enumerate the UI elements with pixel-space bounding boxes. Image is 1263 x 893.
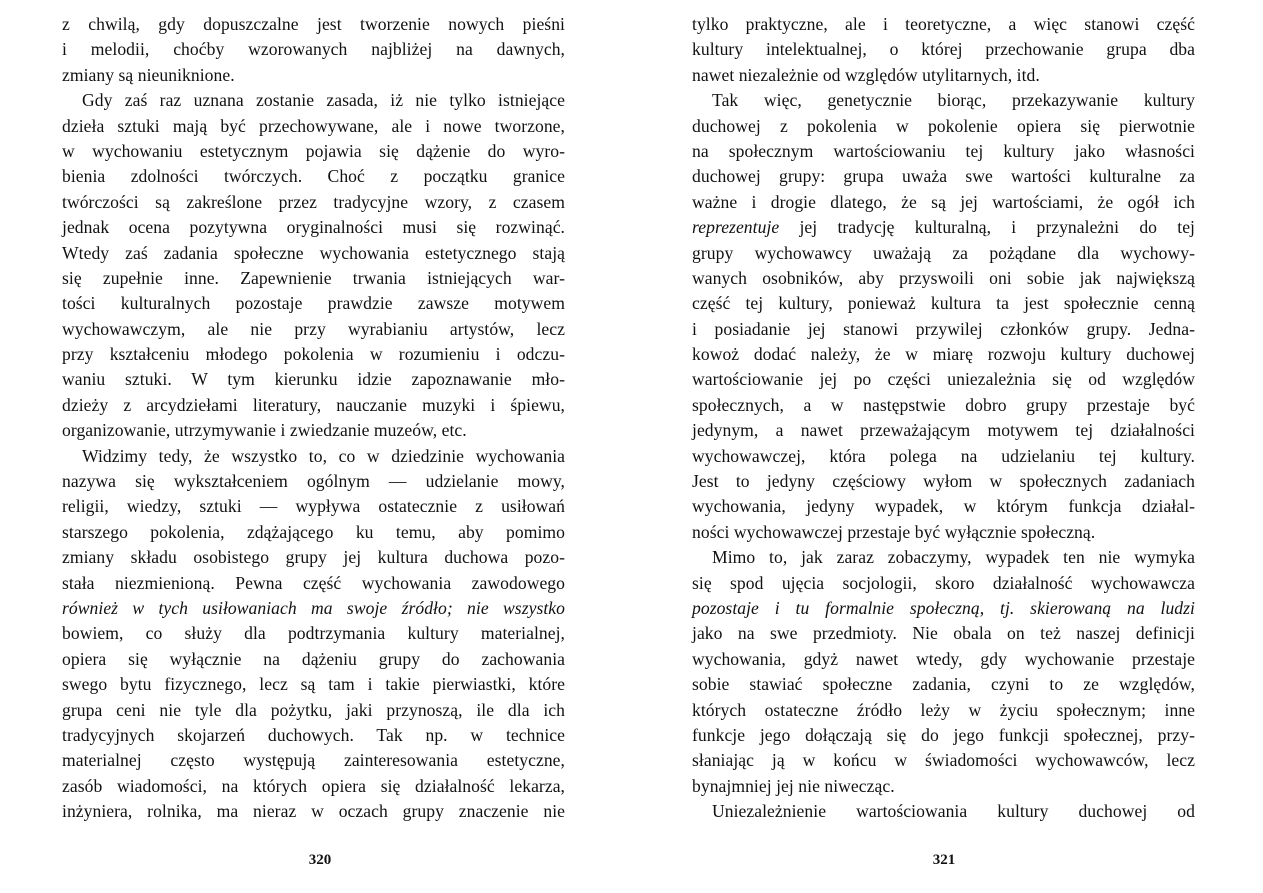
text-line: tości kulturalnych pozostaje prawdzie zawsze motywem bbox=[62, 293, 565, 314]
italic-text: reprezentuje bbox=[692, 217, 780, 238]
text-line: nazywa się wykształceniem ogólnym — udzielanie mowy, bbox=[62, 471, 565, 492]
text-line: starszego pokolenia, zdążającego ku temu, aby pomimo bbox=[62, 521, 565, 542]
text-line: których ostateczne źródło leży w życiu społecznym; inne bbox=[692, 699, 1195, 720]
text-line: dzieży z arcydziełami literatury, nauczanie muzyki i śpiewu, bbox=[62, 394, 565, 415]
text-line: i posiadanie jej stanowi przywilej członków grupy. Jedna- bbox=[692, 318, 1195, 339]
text-line: swego bytu fizycznego, lecz są tam i takie pierwiastki, które bbox=[62, 674, 565, 695]
paragraph bbox=[692, 88, 1195, 545]
right-page-text bbox=[692, 12, 1195, 825]
text-line: nawet niezależnie od względów utylitarnych, itd. bbox=[692, 64, 1040, 85]
paragraph bbox=[692, 12, 1195, 88]
text-line: duchowej grupy: grupa uważa swe wartości kulturalne za bbox=[692, 166, 1195, 187]
text-line: kowoż dodać należy, że w miarę rozwoju kultury duchowej bbox=[692, 344, 1195, 365]
text-line: tylko praktyczne, ale i teoretyczne, a więc stanowi część bbox=[692, 14, 1195, 34]
paragraph bbox=[62, 88, 565, 443]
text-line: Widzimy tedy, że wszystko to, co w dziedzinie wychowania bbox=[82, 445, 565, 466]
text-segment: jej tradycję kulturalną, i przynależni do tej bbox=[779, 217, 1195, 238]
text-line: bynajmniej jej nie niwecząc. bbox=[692, 775, 895, 796]
text-line: Wtedy zaś zadania społeczne wychowania estetycznego stają bbox=[62, 242, 565, 263]
text-line: zmiany składu osobistego grupy jej kultura duchowa pozo- bbox=[62, 547, 565, 568]
text-line: jedynym, a nawet przeważającym motywem tej działalności bbox=[692, 420, 1195, 441]
text-line: Uniezależnienie wartościowania kultury duchowej od bbox=[712, 801, 1195, 822]
text-line bbox=[62, 596, 565, 621]
text-line: bowiem, co służy dla podtrzymania kultury materialnej, bbox=[62, 623, 565, 644]
text-line: Gdy zaś raz uznana zostanie zasada, iż nie tylko istniejące bbox=[82, 90, 565, 111]
page-number-right: 321 bbox=[932, 852, 956, 868]
text-line: funkcje jego dołączają się do jego funkcji społecznej, przy- bbox=[692, 724, 1195, 745]
text-line: wychowania, jedyny wypadek, w którym funkcja działal- bbox=[692, 496, 1195, 517]
text-line: jako na swe przedmioty. Nie obala on też naszej definicji bbox=[692, 623, 1195, 644]
text-line: grupy wychowawcy uważają za pożądane dla wychowy- bbox=[692, 242, 1195, 263]
text-line: zasób wiadomości, na których opiera się działalność lekarza, bbox=[62, 775, 565, 796]
text-line: jednak ocena pozytywna oryginalności musi się rozwinąć. bbox=[62, 217, 565, 238]
text-line: organizowanie, utrzymywanie i zwiedzanie muzeów, etc. bbox=[62, 420, 467, 441]
text-line bbox=[692, 215, 1195, 240]
text-line: Jest to jedyny częściowy wyłom w społecznych zadaniach bbox=[692, 471, 1195, 492]
text-line: dzieła sztuki mają być przechowywane, ale i nowe tworzone, bbox=[62, 115, 565, 136]
text-line: bienia zdolności twórczych. Choć z początku granice bbox=[62, 166, 565, 187]
text-line: tradycyjnych skojarzeń duchowych. Tak np. w technice bbox=[62, 724, 565, 745]
text-line: zmiany są nieuniknione. bbox=[62, 64, 235, 85]
paragraph bbox=[62, 444, 565, 825]
paragraph bbox=[62, 12, 565, 88]
text-line: materialnej często występują zainteresowania estetyczne, bbox=[62, 750, 565, 771]
text-line: Tak więc, genetycznie biorąc, przekazywanie kultury bbox=[712, 90, 1195, 111]
text-line: społecznych, a w następstwie dobro grupy przestaje być bbox=[692, 394, 1195, 415]
text-line: słaniając ją w końcu w świadomości wychowawców, lecz bbox=[692, 750, 1195, 771]
text-line: z chwilą, gdy dopuszczalne jest tworzenie nowych pieśni bbox=[62, 14, 565, 34]
text-line: grupa ceni nie tyle dla pożytku, jaki przynoszą, ile dla ich bbox=[62, 699, 565, 720]
text-line: się zupełnie inne. Zapewnienie trwania istniejących war- bbox=[62, 267, 565, 288]
text-line: religii, wiedzy, sztuki — wypływa ostatecznie z usiłowań bbox=[62, 496, 565, 517]
text-line: wanych osobników, aby przyswoili oni sobie jak największą bbox=[692, 267, 1195, 288]
left-page-text bbox=[62, 12, 565, 825]
text-line: i melodii, choćby wzorowanych najbliżej na dawnych, bbox=[62, 39, 565, 60]
text-line: przy kształceniu młodego pokolenia w rozumieniu i odczu- bbox=[62, 344, 565, 365]
text-line: inżyniera, rolnika, ma nieraz w oczach grupy znaczenie nie bbox=[62, 801, 565, 822]
text-line: duchowej z pokolenia w pokolenie opiera się pierwotnie bbox=[692, 115, 1195, 136]
text-line: kultury intelektualnej, o której przechowanie grupa dba bbox=[692, 39, 1195, 60]
text-line: część tej kultury, ponieważ kultura ta jest społecznie cenną bbox=[692, 293, 1195, 314]
text-line: ważne i drogie dlatego, że są jej wartościami, że ogół ich bbox=[692, 191, 1195, 212]
text-line: Mimo to, jak zaraz zobaczymy, wypadek ten nie wymyka bbox=[712, 547, 1195, 568]
italic-text: również w tych usiłowaniach ma swoje źródło; nie wszystko bbox=[62, 597, 565, 618]
text-line: się spod ujęcia socjologii, skoro działalność wychowawcza bbox=[692, 572, 1195, 593]
paragraph bbox=[692, 545, 1195, 799]
text-line: twórczości są zakreślone przez tradycyjne wzory, z czasem bbox=[62, 191, 565, 212]
text-line bbox=[692, 596, 1195, 621]
text-line: opiera się wyłącznie na dążeniu grupy do zachowania bbox=[62, 648, 565, 669]
page-number-left: 320 bbox=[308, 852, 332, 868]
text-line: ności wychowawczej przestaje być wyłącznie społeczną. bbox=[692, 521, 1096, 542]
text-line: wychowania, gdyż nawet wtedy, gdy wychowanie przestaje bbox=[692, 648, 1195, 669]
text-line: waniu sztuki. W tym kierunku idzie zapoznawanie mło- bbox=[62, 369, 565, 390]
text-line: wartościowanie jej po części uniezależnia się od względów bbox=[692, 369, 1195, 390]
text-line: wychowawczej, która polega na udzielaniu tej kultury. bbox=[692, 445, 1195, 466]
paragraph bbox=[692, 799, 1195, 824]
italic-text: pozostaje i tu formalnie społeczną, tj. skierowaną na ludzi bbox=[692, 597, 1195, 618]
text-line: sobie stawiać społeczne zadania, czyni to ze względów, bbox=[692, 674, 1195, 695]
text-line: w wychowaniu estetycznym pojawia się dążenie do wyro- bbox=[62, 140, 565, 161]
text-line: stała niezmienioną. Pewna część wychowania zawodowego bbox=[62, 572, 565, 593]
text-line: wychowawczym, ale nie przy wyrabianiu artystów, lecz bbox=[62, 318, 565, 339]
text-line: na społecznym wartościowaniu tej kultury jako własności bbox=[692, 140, 1195, 161]
